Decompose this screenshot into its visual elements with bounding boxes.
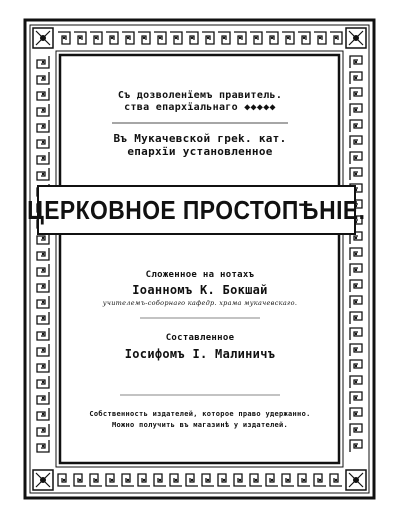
arranger-label: Сложенное на нотахъ [145, 270, 255, 280]
ornament-motif [350, 120, 362, 132]
ornament-motif [202, 474, 214, 486]
ornament-motif [138, 474, 150, 486]
footer-line-1: Собственность издателей, которое право удержанно. [89, 410, 311, 418]
ornament-motif [37, 392, 49, 404]
ornament-band-bottom [58, 474, 342, 486]
ornament-motif [350, 376, 362, 388]
ornament-motif [282, 32, 294, 44]
ornament-motif [90, 474, 102, 486]
ornament-motif [350, 248, 362, 260]
ornament-motif [186, 32, 198, 44]
ornament-motif [218, 474, 230, 486]
ornament-motif [350, 440, 362, 452]
ornament-motif [314, 474, 326, 486]
ornament-motif [106, 32, 118, 44]
ornament-motif [330, 32, 342, 44]
ornament-motif [154, 32, 166, 44]
ornament-motif [234, 474, 246, 486]
corner-ornament-bl [33, 470, 53, 490]
ornament-motif [37, 56, 49, 68]
ornament-motif [37, 312, 49, 324]
ornament-motif [350, 312, 362, 324]
ornament-motif [298, 474, 310, 486]
corner-ornament-br [346, 470, 366, 490]
ornament-motif [74, 32, 86, 44]
title-plate [27, 185, 366, 235]
ornament-band-left [37, 56, 49, 452]
ornament-motif [122, 32, 134, 44]
ornament-motif [266, 474, 278, 486]
ornament-motif [234, 32, 246, 44]
ornament-motif [37, 376, 49, 388]
ornament-motif [350, 56, 362, 68]
ornament-motif [37, 120, 49, 132]
ornament-motif [350, 360, 362, 372]
ornament-motif [266, 32, 278, 44]
corner-ornament-tl [33, 28, 53, 48]
corner-ornament-tr [346, 28, 366, 48]
ornament-motif [106, 474, 118, 486]
ornament-motif [170, 32, 182, 44]
ornament-motif [170, 474, 182, 486]
ornament-motif [250, 32, 262, 44]
footer-line-2: Можно получить въ магазинѣ у издателей. [111, 421, 289, 429]
ornament-motif [90, 32, 102, 44]
ornament-motif [74, 474, 86, 486]
compiler-name: Іосифомъ I. Малиничъ [124, 347, 276, 361]
ornament-band-right [350, 56, 362, 452]
ornament-motif [138, 32, 150, 44]
permission-line-1: Съ дозволенїемъ правитель. [117, 90, 283, 101]
ornament-motif [154, 474, 166, 486]
ornament-motif [58, 32, 70, 44]
ornament-motif [37, 360, 49, 372]
ornament-motif [58, 474, 70, 486]
compiler-label: Составленное [165, 333, 235, 343]
ornament-motif [202, 32, 214, 44]
ornament-motif [218, 32, 230, 44]
ornament-motif [314, 32, 326, 44]
ornament-motif [350, 72, 362, 84]
ornament-motif [37, 248, 49, 260]
ornament-band-top [58, 32, 342, 44]
ornament-motif [350, 392, 362, 404]
ornament-motif [37, 72, 49, 84]
ornament-motif [298, 32, 310, 44]
arranger-note: учителемъ-соборнаго кафедр. храма мукачевскаго. [102, 299, 298, 307]
institution-line-1: Въ Мукачевской греk. кат. [113, 132, 287, 145]
ornament-motif [282, 474, 294, 486]
ornament-motif [330, 474, 342, 486]
ornament-motif [350, 168, 362, 180]
ornament-motif [250, 474, 262, 486]
permission-line-2: ства епархїальнаго ◆◆◆◆◆ [124, 102, 276, 113]
arranger-name: Іоанномъ К. Бокшай [132, 283, 268, 297]
ornament-motif [122, 474, 134, 486]
main-title: ЦЕРКОВНОЕ ПРОСТОПѢНIЕ. [27, 194, 366, 225]
institution-line-2: епархїи установленное [127, 145, 273, 158]
ornament-motif [37, 440, 49, 452]
ornament-motif [37, 168, 49, 180]
ornament-motif [186, 474, 198, 486]
